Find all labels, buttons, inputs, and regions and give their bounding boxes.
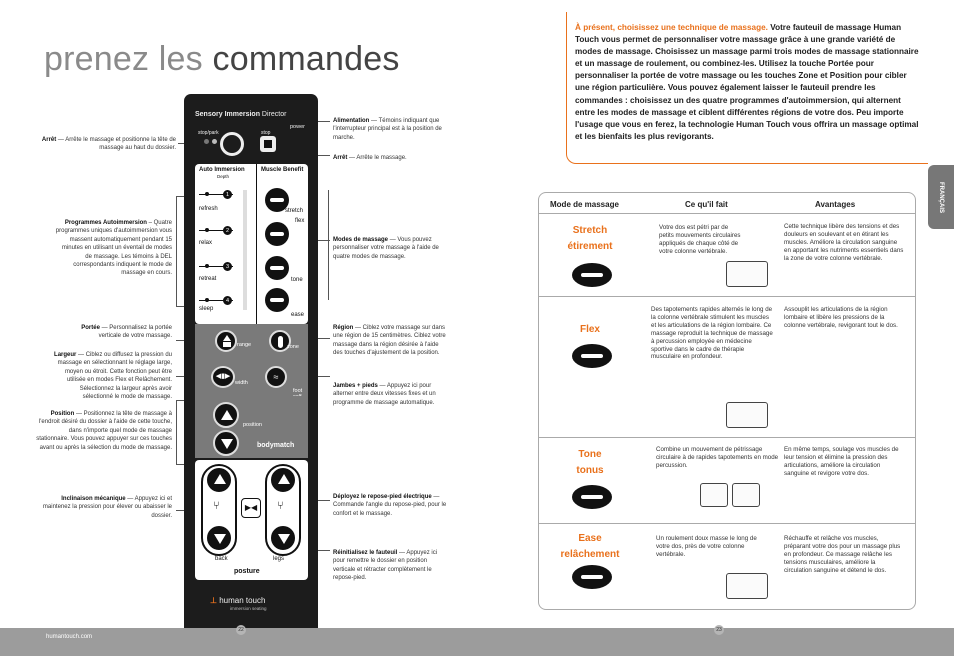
title-light: prenez les [44, 40, 203, 78]
recline-back-icon: ⑂ [213, 500, 220, 512]
position-up-button[interactable] [213, 402, 239, 428]
mode-benefits: Réchauffe et relâche vos muscles, préparant votre dos pour un massage plus en profondeur. Ce massage relâche les tensions musculaires, améliore la circulation sanguine et détend le dos. [784, 535, 901, 574]
page-number-left: 22 [236, 625, 246, 635]
position-label: position [243, 422, 262, 428]
hands-illustration [726, 261, 768, 287]
stretch-icon [572, 263, 612, 287]
stop-label: stop [261, 130, 271, 136]
mode-benefits: En même temps, soulage vos muscles de leur tension et élimine la pression des articulations, améliore la circulation sanguine et revigore votre dos. [784, 446, 899, 477]
footer [0, 628, 954, 656]
remote-header: Sensory Immersion Director [195, 111, 287, 118]
annotation-largeur: Largeur — Ciblez ou diffusez la pression du massage en sélectionnant le réglage large, moyen ou étroit. Cette fonction peut être utilisée en modes Flex et Relâchement. Sélectionnez la largeur après avoir sélectionné le mode de massage. [54, 352, 172, 401]
program-panel [195, 164, 308, 324]
mode-what: Combine un mouvement de pétrissage circulaire à de rapides tapotements en mode percussion. [656, 446, 779, 469]
bodymatch-label: bodymatch [257, 442, 295, 449]
annotation-jambes: Jambes + pieds — Appuyez ici pour alterner entre deux vitesses fixes et un programme de massage automatique. [333, 383, 436, 406]
benefit-label: ease [291, 312, 305, 318]
massage-modes-table [538, 192, 916, 610]
back-label: back [215, 556, 228, 562]
leader-line [328, 190, 329, 300]
program-number: 4 [223, 296, 232, 305]
width-label: width [235, 380, 248, 386]
title-dark: commandes [212, 40, 400, 78]
stop-button[interactable] [260, 136, 276, 152]
annotation-arret-left: Arrêt — Arrête le massage et positionne la tête de massage au haut du dossier. [41, 137, 176, 152]
table-header-benefits: Avantages [815, 200, 856, 209]
posture-panel [195, 460, 308, 580]
legs-down-button[interactable] [271, 526, 295, 550]
annotation-alimentation: Alimentation — Témoins indiquant que l'interrupteur principal est à la position de marche. [333, 118, 442, 141]
power-led [204, 139, 209, 144]
language-tab[interactable]: FRANÇAIS [928, 165, 954, 229]
mode-what: Des tapotements rapides alternés le long de la colonne vertébrale stimulent les muscles et les articulations de la région lombaire. Ce massage reproduit la technique de massage à percussion employée en médecine sportive dans le cadre de thérapie musculaire en profondeur. [651, 306, 773, 361]
hands-illustration [700, 483, 728, 507]
program-number: 1 [223, 190, 232, 199]
annotation-inclinaison: Inclinaison mécanique — Appuyez ici et maintenez la pression pour élever ou abaisser le dossier. [42, 496, 172, 519]
muscle-benefit-label: Muscle Benefit [261, 167, 304, 173]
back-up-button[interactable] [207, 468, 231, 492]
program-label: retreat [199, 276, 217, 282]
footer-site: humantouch.com [46, 634, 93, 640]
brand-sub: immersion seating [230, 606, 267, 611]
remote-control [184, 94, 318, 630]
annotation-modes: Modes de massage — Vous pouvez personnaliser votre massage à l'aide de quatre modes de massage. [333, 237, 439, 260]
mode-benefits: Cette technique libère des tensions et des douleurs en soulevant et en étirant les muscles. Améliore la circulation sanguine en apportant les nutriments essentiels dans la zone de votre colonne vertébrale. [784, 223, 904, 262]
annotation-reinit: Réinitialisez le fauteuil — Appuyez ici pour remettre le dossier en position verticale et rétracter complètement le repose-pied. [333, 550, 438, 582]
page-title [44, 40, 400, 79]
benefit-label: stretch [285, 208, 304, 214]
program-label: sleep [199, 306, 214, 312]
stop-park-button[interactable] [220, 132, 244, 156]
range-button[interactable] [215, 330, 237, 352]
benefit-label: tone [291, 277, 303, 283]
annotation-deploy: Déployez le repose-pied électrique — Commande l'angle du repose-pied, pour le confort et le massage. [333, 494, 447, 517]
table-row [539, 213, 915, 296]
mode-name: Stretch étirement [567, 225, 613, 252]
page-number-right: 23 [714, 625, 724, 635]
mode-name: Ease relâchement [560, 533, 620, 560]
flex-icon [572, 344, 612, 368]
program-number: 3 [223, 262, 232, 271]
program-number: 2 [223, 226, 232, 235]
program-label: relax [199, 240, 213, 246]
posture-label: posture [234, 568, 260, 575]
tone-icon [572, 485, 612, 509]
zone-label: zone [287, 344, 299, 350]
legs-up-button[interactable] [271, 468, 295, 492]
region-panel [195, 324, 308, 396]
range-label: range [237, 342, 252, 348]
annotation-programmes: Programmes Autoimmersion – Quatre programmes uniques d'autoimmersion vous massent automatiquement pendant 15 minutes en utilisant un éventail de modes de massage. Les témoins à DEL correspondants indiquent le mode de massage en cours. [55, 220, 172, 277]
mode-what: Votre dos est pétri par de petits mouvements circulaires appliqués de chaque côté de votre colonne vertébrale. [659, 224, 741, 255]
reset-chair-button[interactable]: ▶◀ [241, 498, 261, 518]
table-header-what: Ce qu'il fait [685, 200, 728, 209]
ease-icon [572, 565, 612, 589]
benefit-label: flex [295, 218, 305, 224]
table-row [539, 437, 915, 523]
program-label: refresh [199, 206, 218, 212]
power-label: power [290, 124, 305, 130]
ease-button[interactable] [265, 288, 289, 312]
human-touch-logo: ⊥ human touch [210, 596, 266, 605]
table-row [539, 523, 915, 611]
legs-label: legs [273, 556, 285, 562]
table-header-mode: Mode de massage [550, 200, 619, 209]
back-down-button[interactable] [207, 526, 231, 550]
position-down-button[interactable] [213, 430, 239, 456]
annotation-region: Région — Ciblez votre massage sur dans une région de 15 centimètres. Ciblez votre massage dans la région désirée à l'aide des touches d'ajustement de la position. [333, 325, 446, 357]
mode-benefits: Assouplit les articulations de la région lombaire et libère les pressions de la colonne vertébrale, revigorant tout le dos. [784, 306, 898, 329]
recline-legs-icon: ⑂ [277, 500, 284, 512]
auto-immersion-label: Auto Immersion [199, 167, 245, 173]
tone-button[interactable] [265, 256, 289, 280]
mode-name: Flex [579, 324, 600, 335]
foot-calf-label: foot [293, 388, 303, 394]
depth-label: Depth [217, 174, 230, 179]
mode-what: Un roulement doux masse le long de votre dos, près de votre colonne vertébrale. [656, 535, 757, 558]
intro-paragraph: À présent, choisissez une technique de massage. Votre fauteuil de massage Human Touch vous permet de personnaliser votre massage grâce à une grande variété de modes de massage. Choisissez un massage parmi trois modes de massage stationnaire et un massage de roulement, ou combinez-les. Utilisez la touche Portée pour personnaliser la portée de votre massage ou les touches Zone et Position pour cibler une région particulière. Vous pouvez également laisser le fauteuil prendre les commandes : choisissez un des quatre programmes d'autoimmersion, qui alternent entre les modes de massage et ciblent différentes régions de votre dos. Peu importe l'usage que vous en ferez, la technologie Human Touch vous offrira un massage optimal et les bienfaits les plus revigorants. [575, 23, 919, 141]
hands-illustration [726, 402, 768, 428]
hands-illustration [732, 483, 760, 507]
power-led [212, 139, 217, 144]
width-button[interactable]: ◀▮▶ [211, 366, 235, 388]
position-panel [195, 396, 308, 458]
table-row [539, 296, 915, 437]
annotation-arret-right: Arrêt — Arrête le massage. [333, 155, 407, 161]
depth-bar [243, 190, 247, 310]
annotation-portee: Portée — Personnalisez la portée verticale de votre massage. [81, 325, 172, 340]
foot-calf-button[interactable]: ≈ [265, 366, 287, 388]
leader-line [176, 400, 177, 464]
flex-button[interactable] [265, 222, 289, 246]
stop-park-label: stop/park [198, 130, 219, 136]
annotation-position: Position — Positionnez la tête de massage à l'endroit désiré du dossier à l'aide de cette touche, dans n'importe quel mode de massage stationnaire. Vous pouvez appuyer sur ces touches avant ou après la sélection du mode de massage. [36, 411, 172, 451]
hands-illustration [726, 573, 768, 599]
mode-name: Tone tonus [576, 449, 604, 476]
panel-divider [256, 164, 257, 324]
leader-line [176, 196, 177, 306]
